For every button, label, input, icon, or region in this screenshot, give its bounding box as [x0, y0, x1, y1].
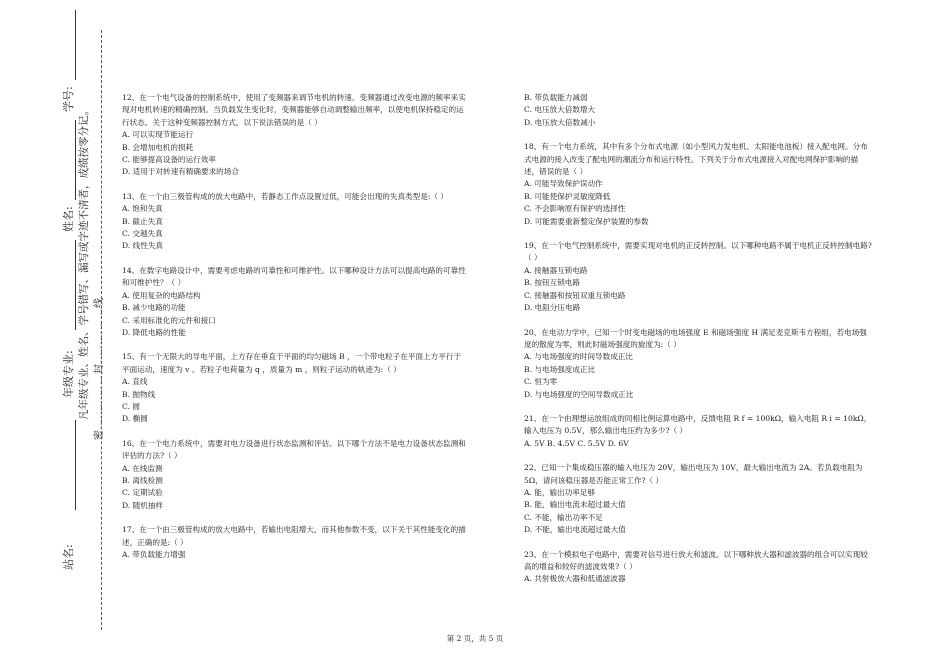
- option-d: D. 随机抽样: [122, 500, 164, 510]
- option-c: C. 电压放大倍数增大: [524, 105, 596, 115]
- seal-line-text: 密……………封……………线: [94, 297, 105, 440]
- option-d: D. 不能，输出电流超过最大值: [524, 525, 626, 535]
- name-label-top: 姓名:: [62, 206, 75, 232]
- student-id-line: [75, 10, 76, 80]
- option-c: C. 采用标准化的元件和接口: [122, 315, 216, 325]
- option-d: D. 电压放大倍数减小: [524, 117, 596, 127]
- cut-warning: 凡年级专业、姓名、学号错写、漏写或字迹不清者，成绩按零分记。: [78, 105, 90, 420]
- option-a: A. 直线: [122, 377, 148, 387]
- question-23: [524, 549, 872, 586]
- option-a: A. 可以实现节能运行: [122, 130, 194, 140]
- question-16: [122, 438, 468, 512]
- page-number-footer: 第 2 页，共 5 页: [446, 634, 504, 643]
- student-id-label: 学号:: [62, 86, 75, 112]
- option-c: C. 不会影响原有保护的选择性: [524, 204, 626, 214]
- option-c: C. 交越失真: [122, 229, 163, 239]
- option-a: A. 接触器互锁电路: [524, 265, 588, 275]
- school-line: [75, 420, 76, 510]
- option-c: C. 恒为零: [524, 377, 558, 387]
- option-d: D. 与电场强度的空间导数成正比: [524, 389, 634, 399]
- question-13: [122, 191, 468, 253]
- question-14: [122, 265, 468, 339]
- major-label: 年级专业:: [62, 350, 75, 398]
- school-label: 站名:: [62, 544, 75, 570]
- option-b: B. 带负载能力减弱: [524, 93, 588, 102]
- option-a: A. 可能导致保护误动作: [524, 179, 603, 189]
- right-column: [524, 92, 872, 598]
- question-19: [524, 240, 872, 314]
- option-b: B. 与电场强度成正比: [524, 364, 596, 374]
- question-stem: 21、在一个由理想运放组成的同相比例运算电路中，反馈电阻 R f = 100kΩ，输入电阻 R i = 10kΩ，输入电压为 0.5V，那么输出电压约为多少?（ ）: [524, 413, 872, 436]
- binding-strip: [0, 0, 110, 672]
- question-15: [122, 351, 468, 425]
- question-stem: 13、在一个由三极管构成的放大电路中，若静态工作点设置过低，可能会出现的失真类型是:（ ）: [122, 191, 448, 201]
- question-stem: 19、在一个电气控制系统中，需要实现对电机的正反转控制。以下哪种电路不属于电机正反转控制电路?（ ）: [524, 241, 872, 263]
- option-d: D. 线性失真: [122, 241, 164, 251]
- question-18: [524, 141, 872, 228]
- left-column: [122, 92, 468, 573]
- cut-dashed-line: [101, 30, 102, 630]
- option-c: C. 定期试验: [122, 488, 163, 498]
- option-b: B. 能，输出电流未超过最大值: [524, 500, 626, 510]
- option-c: C. 不能，输出功率不足: [524, 512, 603, 522]
- option-b: B. 会增加电机的损耗: [122, 142, 194, 152]
- option-a: A. 能，输出功率足够: [524, 487, 596, 497]
- option-a: A. 在线监测: [122, 463, 163, 473]
- question-stem: 15、有一个无限大的导电平面，上方存在垂直于平面的均匀磁场 B ，一个带电粒子在平面上方平行于平面运动，速度为 v 。若粒子电荷量为 q ，质量为 m ，则粒子运动的轨迹为:（ ）: [122, 352, 462, 374]
- option-a: A. 共射极放大器和低通滤波器: [524, 574, 626, 584]
- question-stem: 23、在一个模拟电子电路中，需要对信号进行放大和滤波。以下哪种放大器和滤波器的组合可以实现较高的增益和较好的滤波效果?（ ）: [524, 549, 868, 571]
- question-stem: 18、有一个电力系统，其中有多个分布式电源（如小型风力发电机、太阳能电池板）接入配电网。分布式电源的接入改变了配电网的潮流分布和运行特性。下列关于分布式电源接入对配电网保护影响的描述，错误的是（ ）: [524, 142, 868, 177]
- option-d: D. 椭圆: [122, 414, 148, 424]
- question-17: [122, 524, 468, 561]
- question-17-continued: [524, 92, 872, 129]
- option-c: C. 圆: [122, 401, 140, 411]
- option-c: C. 接触器和按钮双重互锁电路: [524, 290, 626, 300]
- question-stem: 22、已知一个集成稳压器的输入电压为 20V，输出电压为 10V，最大输出电流为 2A。若负载电阻为 5Ω，请问该稳压器是否能正常工作?（ ）: [524, 463, 863, 485]
- question-22: [524, 462, 872, 536]
- question-stem: 12、在一个电气设备的控制系统中，使用了变频器来调节电机的转速。变频器通过改变电源的频率来实现对电机转速的精确控制。当负载发生变化时，变频器能够自动调整输出频率，以使电机保持稳定的运行状态。关于这种变频器控制方式，以下说法错误的是（ ）: [122, 93, 466, 127]
- option-b: B. 可能使保护灵敏度降低: [524, 191, 611, 201]
- options-inline: A. 5V B. 4.5V C. 5.5V D. 6V: [524, 438, 629, 448]
- option-a: A. 使用复杂的电路结构: [122, 290, 201, 300]
- question-21: [524, 413, 872, 450]
- question-12: [122, 92, 468, 179]
- option-d: D. 适用于对转速有精确要求的场合: [122, 167, 239, 177]
- option-a: A. 饱和失真: [122, 204, 163, 214]
- question-20: [524, 327, 872, 401]
- question-stem: 16、在一个电力系统中，需要对电力设备进行状态监测和评估。以下哪个方法不是电力设备状态监测和评估的方法?（ ）: [122, 438, 466, 461]
- option-a: A. 与电场强度的时间导数成正比: [524, 352, 634, 362]
- option-d: D. 降低电路的性能: [122, 327, 186, 337]
- option-d: D. 可能需要重新整定保护装置的参数: [524, 216, 649, 226]
- question-stem: 17、在一个由三极管构成的放大电路中，若输出电阻增大，而其他参数不变，以下关于其性能变化的描述，正确的是:（ ）: [122, 525, 466, 547]
- option-c: C. 能够提高设备的运行效率: [122, 155, 216, 165]
- option-b: B. 离线检测: [122, 475, 163, 485]
- option-b: B. 按钮互锁电路: [524, 278, 580, 288]
- option-d: D. 电阻分压电路: [524, 303, 581, 313]
- question-stem: 14、在数字电路设计中，需要考虑电路的可靠性和可维护性。以下哪种设计方法可以提高电路的可靠性和可维护性？（ ）: [122, 265, 466, 288]
- option-b: B. 抛物线: [122, 389, 156, 399]
- option-b: B. 截止失真: [122, 216, 163, 226]
- option-b: B. 减少电路的功能: [122, 303, 186, 313]
- question-stem: 20、在电动力学中，已知一个时变电磁场的电场强度 E 和磁场强度 H 满足麦克斯韦方程组，若电场强度的散度为零，则此时磁场强度的旋度为:（ ）: [524, 327, 867, 349]
- option-a: A. 带负载能力增强: [122, 550, 186, 559]
